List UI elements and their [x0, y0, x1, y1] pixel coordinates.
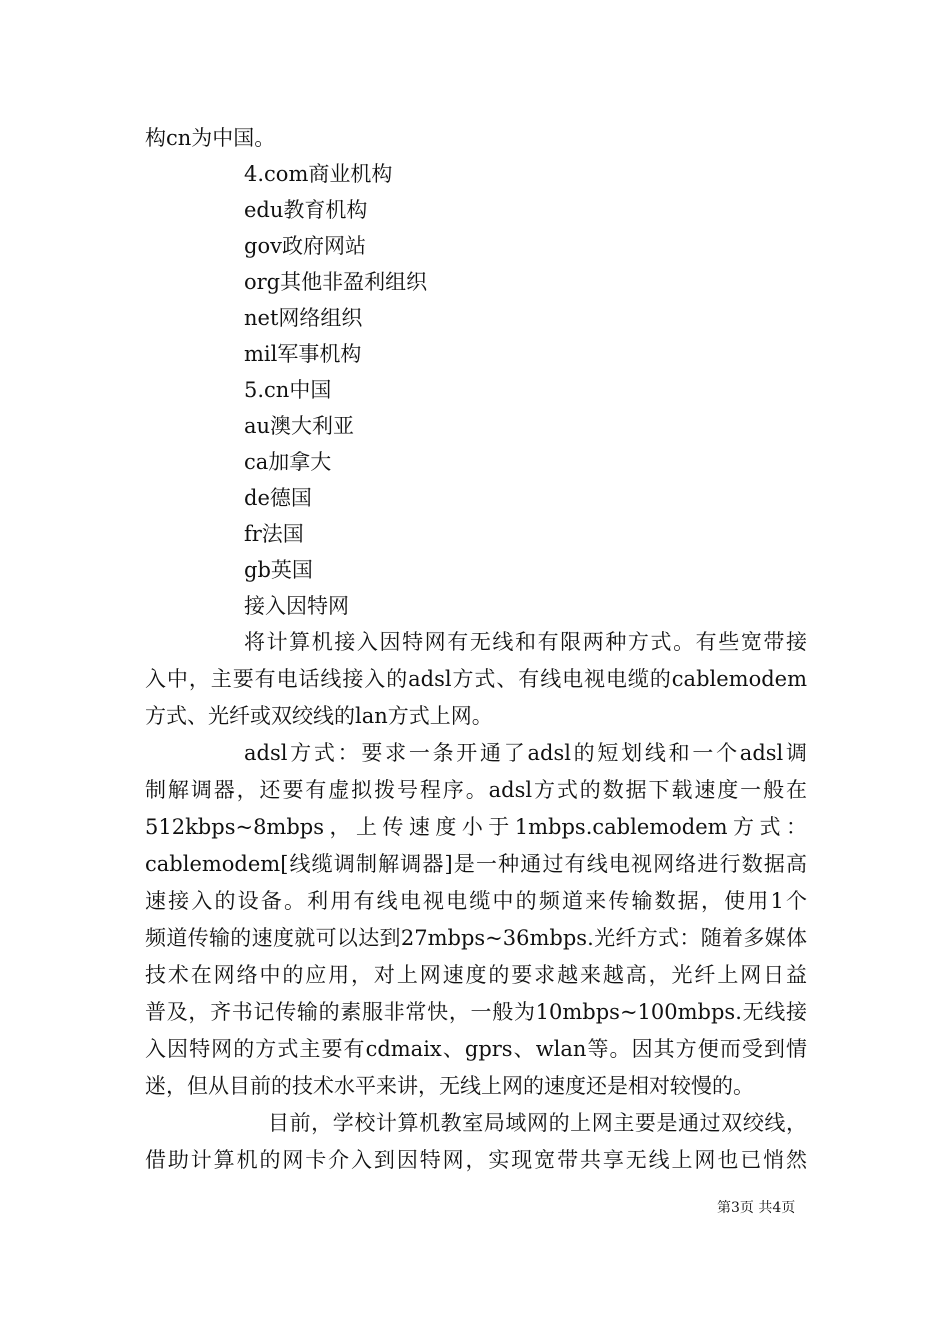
section-heading: 接入因特网 — [244, 594, 349, 618]
paragraph-line: 普及，齐书记传输的素服非常快，一般为10mbps~100mbps.无线接 — [145, 1000, 807, 1024]
paragraph-line: 目前，学校计算机教室局域网的上网主要是通过双绞线， — [268, 1111, 807, 1135]
list-item: edu教育机构 — [244, 198, 368, 222]
paragraph-line: 速接入的设备。利用有线电视电缆中的频道来传输数据，使用1个 — [145, 889, 807, 913]
paragraph-line: 方式、光纤或双绞线的lan方式上网。 — [145, 704, 493, 728]
paragraph-line: 频道传输的速度就可以达到27mbps~36mbps.光纤方式：随着多媒体 — [145, 926, 807, 950]
paragraph-line: 512kbps~8mbps，上传速度小于1mbps.cablemodem方式： — [145, 815, 807, 839]
list-item: net网络组织 — [244, 306, 363, 330]
text-line: 构cn为中国。 — [145, 126, 276, 150]
paragraph-line: 入因特网的方式主要有cdmaix、gprs、wlan等。因其方便而受到情 — [145, 1037, 807, 1061]
paragraph-line: 借助计算机的网卡介入到因特网，实现宽带共享无线上网也已悄然 — [145, 1148, 807, 1172]
paragraph-line: 技术在网络中的应用，对上网速度的要求越来越高，光纤上网日益 — [145, 963, 807, 987]
paragraph-line: 制解调器，还要有虚拟拨号程序。adsl方式的数据下载速度一般在 — [145, 778, 807, 802]
list-item: fr法国 — [244, 522, 304, 546]
list-item: org其他非盈利组织 — [244, 270, 428, 294]
list-item: 5.cn中国 — [244, 378, 332, 402]
paragraph-line: 入中，主要有电话线接入的adsl方式、有线电视电缆的cablemodem — [145, 667, 807, 691]
paragraph-line: 将计算机接入因特网有无线和有限两种方式。有些宽带接 — [244, 630, 807, 654]
paragraph-line: adsl方式：要求一条开通了adsl的短划线和一个adsl调 — [244, 741, 807, 765]
list-item: gb英国 — [244, 558, 313, 582]
list-item: ca加拿大 — [244, 450, 332, 474]
page-number-footer: 第3页 共4页 — [717, 1200, 796, 1216]
list-item: gov政府网站 — [244, 234, 366, 258]
list-item: au澳大利亚 — [244, 414, 355, 438]
list-item: de德国 — [244, 486, 312, 510]
list-item: mil军事机构 — [244, 342, 362, 366]
list-item: 4.com商业机构 — [244, 162, 393, 186]
paragraph-line: cablemodem[线缆调制解调器]是一种通过有线电视网络进行数据高 — [145, 852, 807, 876]
paragraph-line: 迷，但从目前的技术水平来讲，无线上网的速度还是相对较慢的。 — [145, 1074, 754, 1098]
